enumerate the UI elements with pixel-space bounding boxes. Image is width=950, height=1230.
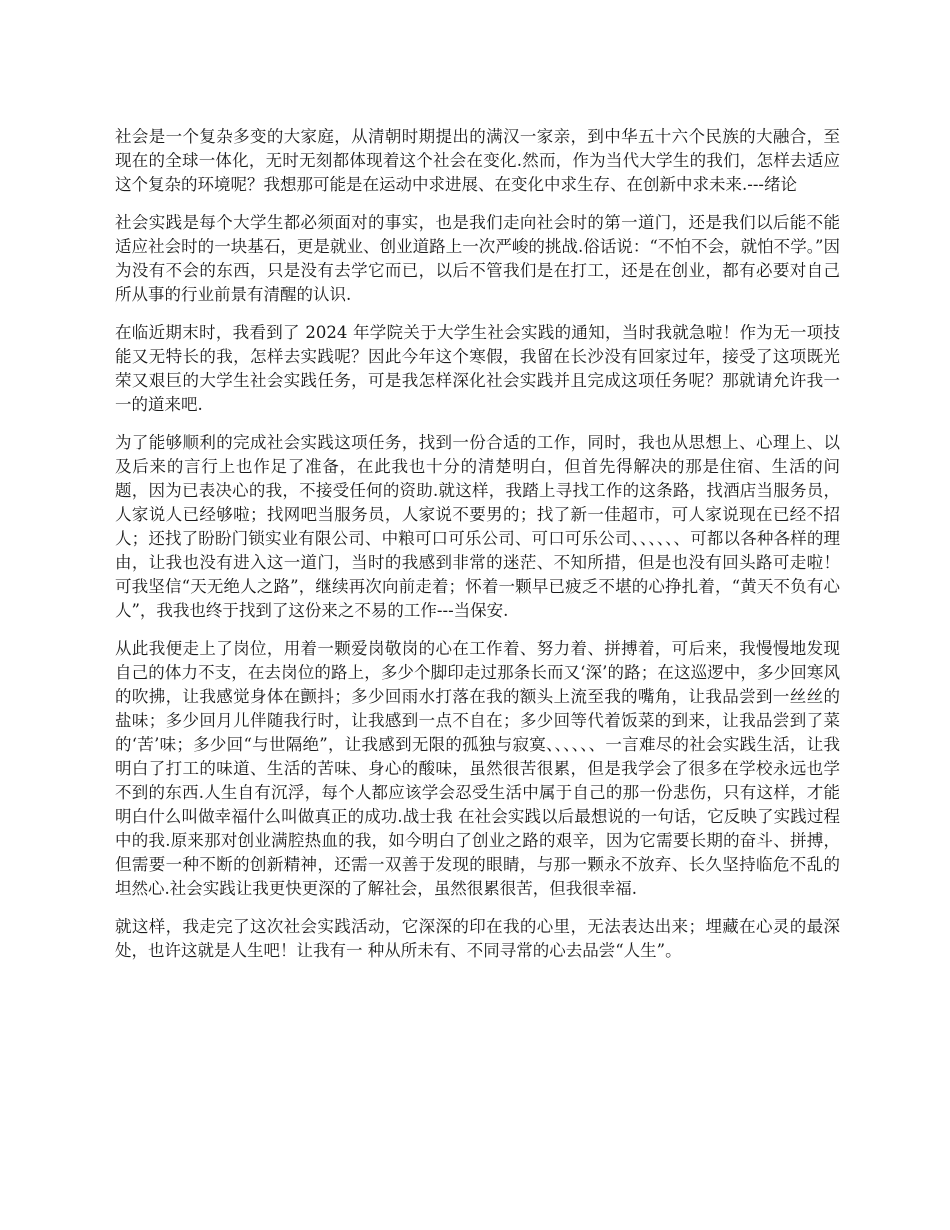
paragraph-intro: 社会是一个复杂多变的大家庭，从清朝时期提出的满汉一家亲，到中华五十六个民族的大融合，至现在的全球一体化，无时无刻都体现着这个社会在变化.然而，作为当代大学生的我们，怎样去适应这个复杂的环境呢？我想那可能是在运动中求进展、在变化中求生存、在创新中求未来.---绪论 xyxy=(115,127,840,194)
document-body xyxy=(115,125,840,977)
paragraph-job-search: 为了能够顺利的完成社会实践这项任务，找到一份合适的工作，同时，我也从思想上、心理上、以及后来的言行上也作足了准备，在此我也十分的清楚明白，但首先得解决的那是住宿、生活的问题，因为已表决心的我，不接受任何的资助.就这样，我踏上寻找工作的这条路，找酒店当服务员，人家说人已经够啦；找网吧当服务员，人家说不要男的；找了新一佳超市，可人家说现在已经不招人；还找了盼盼门锁实业有限公司、中粮可口可乐公司、可口可乐公司、、、、、、可都以各种各样的理由，让我也没有进入这一道门，当时的我感到非常的迷茫、不知所措，但是也没有回头路可走啦！可我坚信“天无绝人之路”，继续再次向前走着；怀着一颗早已疲乏不堪的心挣扎着，“黄天不负有心人”，我我也终于找到了这份来之不易的工作---当保安. xyxy=(115,433,840,620)
paragraph-notice: 在临近期末时，我看到了 2024 年学院关于大学生社会实践的通知，当时我就急啦！作为无一项技能又无特长的我，怎样去实践呢？因此今年这个寒假，我留在长沙没有回家过年，接受了这项既光荣又艰巨的大学生社会实践任务，可是我怎样深化社会实践并且完成这项任务呢？那就请允许我一一的道来吧. xyxy=(115,323,840,414)
paragraph-social-practice: 社会实践是每个大学生都必须面对的事实，也是我们走向社会时的第一道门，还是我们以后能不能适应社会时的一块基石，更是就业、创业道路上一次严峻的挑战.俗话说：“不怕不会，就怕不学。”因为没有不会的东西，只是没有去学它而已，以后不管我们是在打工，还是在创业，都有必要对自己所从事的行业前景有清醒的认识. xyxy=(115,213,840,304)
paragraph-conclusion: 就这样，我走完了这次社会实践活动，它深深的印在我的心里，无法表达出来；埋藏在心灵的最深处，也许这就是人生吧！让我有一 种从所未有、不同寻常的心去品尝“人生”。 xyxy=(115,917,840,960)
paragraph-work-experience: 从此我便走上了岗位，用着一颗爱岗敬岗的心在工作着、努力着、拼搏着，可后来，我慢慢地发现自己的体力不支，在去岗位的路上，多少个脚印走过那条长而又‘深’的路；在这巡逻中，多少回寒风的吹拂，让我感觉身体在颤抖；多少回雨水打落在我的额头上流至我的嘴角，让我品尝到一丝丝的盐味；多少回月儿伴随我行时，让我感到一点不自在；多少回等代着饭菜的到来，让我品尝到了菜的‘苦’味；多少回“与世隔绝”，让我感到无限的孤独与寂寞、、、、、、一言难尽的社会实践生活，让我明白了打工的味道、生活的苦味、身心的酸味，虽然很苦很累，但是我学会了很多在学校永远也学不到的东西.人生自有沉浮，每个人都应该学会忍受生活中属于自己的那一份悲伤，只有这样，才能明白什么叫做幸福什么叫做真正的成功.战士我 在社会实践以后最想说的一句话，它反映了实践过程中的我.原来那对创业满腔热血的我，如今明白了创业之路的艰辛，因为它需要长期的奋斗、拼搏，但需要一种不断的创新精神，还需一双善于发现的眼睛，与那一颗永不放弃、长久坚持临危不乱的坦然心.社会实践让我更快更深的了解社会，虽然很累很苦，但我很幸福. xyxy=(115,639,840,898)
